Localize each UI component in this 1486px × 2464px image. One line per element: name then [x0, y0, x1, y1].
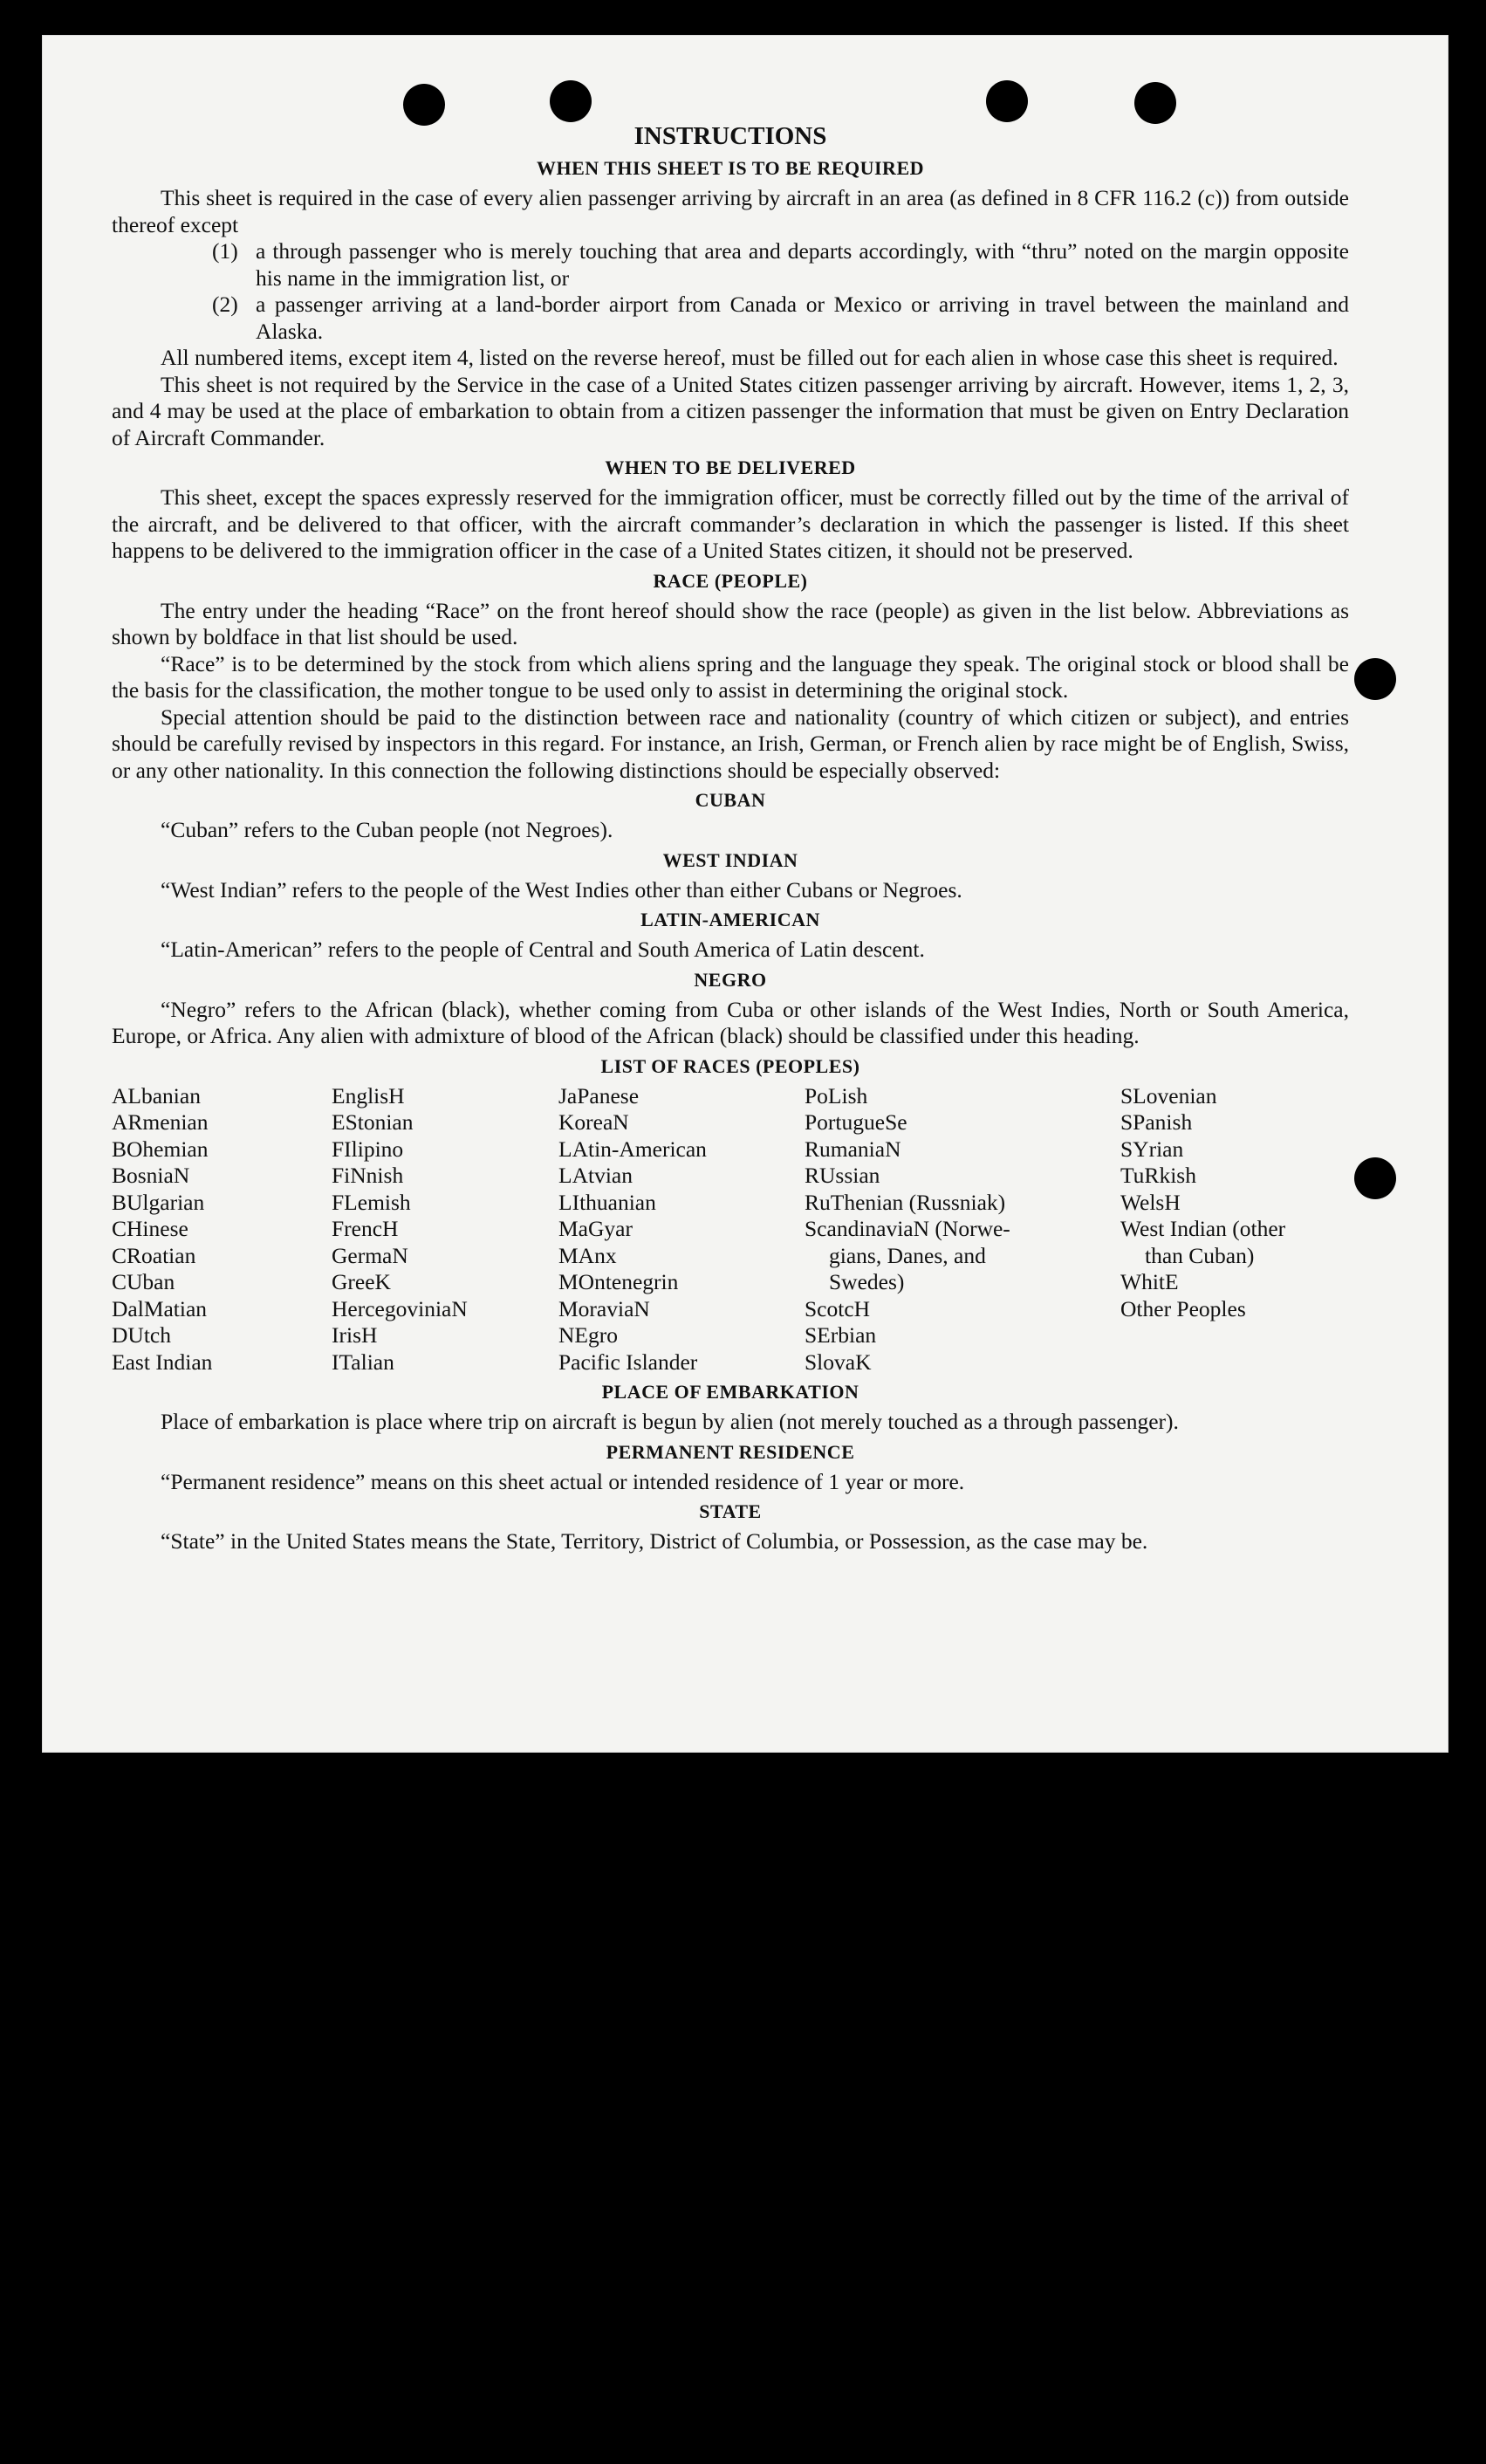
- race-entry: LIthuanian: [558, 1189, 656, 1215]
- race-entry: LAtvian: [558, 1163, 633, 1188]
- race-entry: West Indian (other: [1120, 1216, 1286, 1241]
- race-entry: BosniaN: [112, 1163, 190, 1188]
- race-entry: EnglisH: [332, 1082, 405, 1108]
- race-entry: CHinese: [112, 1216, 188, 1241]
- document-sheet: [42, 35, 1448, 1753]
- punch-hole: [403, 84, 445, 126]
- section-heading-race: RACE (PEOPLE): [653, 569, 808, 592]
- race-entry: LAtin-American: [558, 1136, 707, 1162]
- paragraph: “Latin-American” refers to the people of Central and South America of Latin descent.: [161, 937, 925, 962]
- section-heading-west-indian: WEST INDIAN: [662, 848, 798, 871]
- race-entry: MaGyar: [558, 1216, 633, 1241]
- list-item: [112, 238, 1349, 292]
- race-entry: WhitE: [1120, 1269, 1179, 1294]
- punch-hole: [550, 80, 592, 122]
- section-heading-latin-american: LATIN-AMERICAN: [640, 909, 820, 930]
- race-entry: MOntenegrin: [558, 1269, 679, 1294]
- race-entry: SYrian: [1120, 1136, 1184, 1162]
- race-entry: MAnx: [558, 1242, 617, 1268]
- race-entry: SlovaK: [805, 1349, 872, 1375]
- races-column-4: [805, 1083, 1120, 1376]
- race-entry: ALbanian: [112, 1082, 201, 1108]
- paragraph: “Cuban” refers to the Cuban people (not Negroes).: [161, 817, 613, 842]
- race-entry: HercegoviniaN: [332, 1295, 468, 1321]
- paragraph: “Permanent residence” means on this sheet actual or intended residence of 1 year or more.: [161, 1468, 965, 1494]
- race-entry: SLovenian: [1120, 1082, 1217, 1108]
- section-heading-negro: NEGRO: [694, 968, 767, 991]
- race-entry: East Indian: [112, 1349, 213, 1375]
- race-entry: EStonian: [332, 1109, 414, 1135]
- race-entry: FiNnish: [332, 1163, 404, 1188]
- race-entry: Pacific Islander: [558, 1349, 698, 1375]
- race-entry: Swedes): [829, 1269, 905, 1294]
- punch-hole: [1354, 1157, 1396, 1199]
- race-entry: RuThenian (Russniak): [805, 1189, 1006, 1215]
- race-entry: RUssian: [805, 1163, 880, 1188]
- item-text: a passenger arriving at a land-border airport from Canada or Mexico or arriving in travel between the mainland and Alaska.: [256, 292, 1349, 344]
- race-entry: CRoatian: [112, 1242, 196, 1268]
- item-text: a through passenger who is merely touching that area and departs accordingly, with “thru” noted on the margin opposite his name in the immigration list, or: [256, 238, 1349, 291]
- paragraph: Special attention should be paid to the distinction between race and nationality (country of which citizen or subject), and entries should be carefully revised by inspectors in this regard. For instance, an Irish, German, or French alien by race might be of English, Swiss, or any other nationality. In this connection the following distinctions should be especially observed:: [112, 704, 1349, 783]
- races-column-1: [112, 1083, 332, 1376]
- race-entry: DalMatian: [112, 1295, 208, 1321]
- paragraph: “Negro” refers to the African (black), whether coming from Cuba or other islands of the West Indies, North or South America, Europe, or Africa. Any alien with admixture of blood of the African (black) should be classified under this heading.: [112, 996, 1349, 1048]
- paragraph: The entry under the heading “Race” on the front hereof should show the race (people) as given in the list below. Abbreviations as shown by boldface in that list should be used.: [112, 597, 1349, 649]
- race-entry: ARmenian: [112, 1109, 209, 1135]
- race-entry: FrencH: [332, 1216, 399, 1241]
- section-heading-delivered: WHEN TO BE DELIVERED: [605, 456, 856, 478]
- punch-hole: [1354, 658, 1396, 700]
- page-title: INSTRUCTIONS: [633, 122, 827, 150]
- section-heading-cuban: CUBAN: [695, 789, 766, 811]
- race-entry: than Cuban): [1145, 1242, 1255, 1268]
- race-entry: NEgro: [558, 1322, 618, 1348]
- item-number: (2): [212, 292, 238, 317]
- race-entry: RumaniaN: [805, 1136, 901, 1162]
- section-heading-state: STATE: [699, 1500, 762, 1522]
- race-entry: MoraviaN: [558, 1295, 650, 1321]
- race-entry: TuRkish: [1120, 1163, 1196, 1188]
- race-entry: BUlgarian: [112, 1189, 205, 1215]
- race-entry: GreeK: [332, 1269, 391, 1294]
- paragraph: This sheet, except the spaces expressly reserved for the immigration officer, must be correctly filled out by the time of the arrival of the aircraft, and be delivered to that officer, with the aircraft commander’s declaration in which the passenger is listed. If this sheet happens to be delivered to the immigration officer in the case of a United States citizen, it should not be preserved.: [112, 484, 1349, 563]
- race-entry: ITalian: [332, 1349, 394, 1375]
- list-item: [112, 292, 1349, 345]
- race-entry: PoLish: [805, 1082, 868, 1108]
- race-entry: ScotcH: [805, 1295, 871, 1321]
- race-entry: IrisH: [332, 1322, 378, 1348]
- paragraph: “State” in the United States means the State, Territory, District of Columbia, or Possession, as the case may be.: [161, 1528, 1148, 1554]
- race-entry: gians, Danes, and: [829, 1242, 986, 1268]
- race-entry: PortugueSe: [805, 1109, 907, 1135]
- paragraph: This sheet is required in the case of every alien passenger arriving by aircraft in an area (as defined in 8 CFR 116.2 (c)) from outside thereof except: [112, 185, 1349, 237]
- paragraph: Place of embarkation is place where trip on aircraft is begun by alien (not merely touched as a through passenger).: [161, 1409, 1179, 1434]
- section-heading-embarkation: PLACE OF EMBARKATION: [601, 1381, 859, 1403]
- race-entry: BOhemian: [112, 1136, 209, 1162]
- race-entry: ScandinaviaN (Norwe-: [805, 1216, 1010, 1241]
- races-column-5: [1120, 1083, 1349, 1376]
- races-column-2: [332, 1083, 558, 1376]
- races-column-3: [558, 1083, 805, 1376]
- section-heading-list-of-races: LIST OF RACES (PEOPLES): [600, 1054, 860, 1077]
- paragraph: All numbered items, except item 4, listed on the reverse hereof, must be filled out for each alien in whose case this sheet is required.: [161, 345, 1339, 370]
- paragraph: This sheet is not required by the Service in the case of a United States citizen passenger arriving by aircraft. However, items 1, 2, 3, and 4 may be used at the place of embarkation to obtain from a citizen passenger the information that must be given on Entry Declaration of Aircraft Commander.: [112, 371, 1349, 450]
- paragraph: “Race” is to be determined by the stock from which aliens spring and the language they speak. The original stock or blood shall be the basis for the classification, the mother tongue to be used only to assist in determining the original stock.: [112, 650, 1349, 703]
- race-entry: SPanish: [1120, 1109, 1193, 1135]
- races-list: [112, 1083, 1349, 1376]
- instructions-content: [112, 120, 1349, 1555]
- race-entry: JaPanese: [558, 1082, 640, 1108]
- section-heading-residence: PERMANENT RESIDENCE: [606, 1440, 855, 1463]
- race-entry: Other Peoples: [1120, 1295, 1246, 1321]
- race-entry: DUtch: [112, 1322, 171, 1348]
- race-entry: FIlipino: [332, 1136, 404, 1162]
- paragraph: “West Indian” refers to the people of the West Indies other than either Cubans or Negroes.: [161, 876, 962, 903]
- punch-hole: [986, 80, 1028, 122]
- race-entry: CUban: [112, 1269, 175, 1294]
- race-entry: WelsH: [1120, 1189, 1181, 1215]
- item-number: (1): [212, 238, 238, 264]
- race-entry: KoreaN: [558, 1109, 629, 1135]
- race-entry: FLemish: [332, 1189, 411, 1215]
- punch-hole: [1134, 82, 1176, 124]
- race-entry: GermaN: [332, 1242, 408, 1268]
- race-entry: SErbian: [805, 1322, 877, 1348]
- section-heading-required: WHEN THIS SHEET IS TO BE REQUIRED: [536, 157, 925, 179]
